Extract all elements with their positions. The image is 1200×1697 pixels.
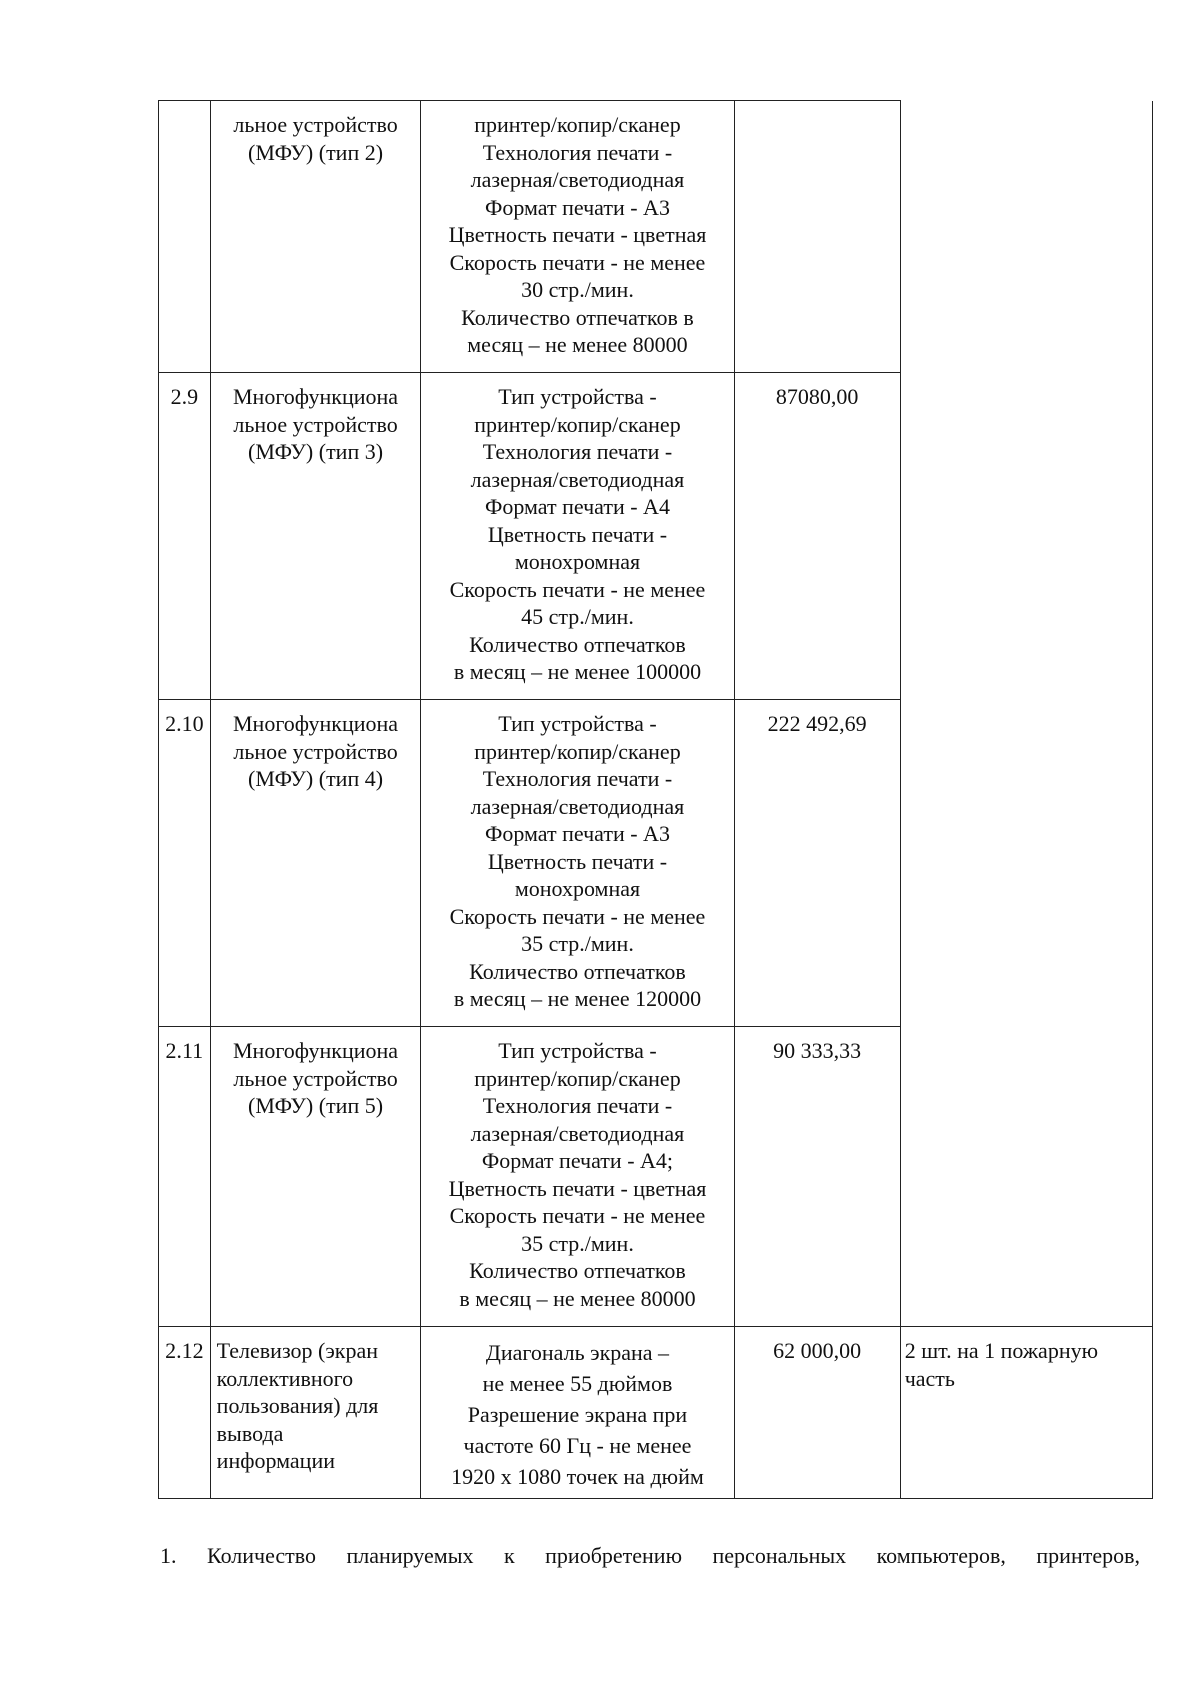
spec-line: в месяц – не менее 100000 <box>453 659 702 684</box>
item-price: 62 000,00 <box>734 1327 900 1499</box>
spec-line: в месяц – не менее 80000 <box>459 1285 696 1311</box>
spec-line: Скорость печати - не менее <box>449 903 706 929</box>
item-name-line: льное устройство <box>233 411 398 437</box>
item-price: 90 333,33 <box>734 1027 900 1327</box>
spec-line: Количество отпечатков <box>469 1258 686 1283</box>
item-name-line: (МФУ) (тип 3) <box>248 439 384 464</box>
spec-line: месяц – не менее 80000 <box>467 332 688 357</box>
spec-line: Диагональ экрана – <box>485 1340 670 1365</box>
spec-line: Технология печати - <box>482 766 673 791</box>
spec-line: Количество отпечатков <box>469 631 686 657</box>
footnote-text: 1. Количество планируемых к приобретению персональных компьютеров, принтеров, <box>160 1543 1140 1568</box>
spec-line: лазерная/светодиодная <box>470 793 685 819</box>
spec-line: Скорость печати - не менее <box>449 576 706 602</box>
note-line: часть <box>904 1365 955 1391</box>
spec-line: Технология печати - <box>482 139 673 165</box>
item-note <box>900 373 1152 700</box>
table-row <box>159 1327 1153 1499</box>
spec-table <box>158 100 1153 1499</box>
spec-line: Тип устройства - <box>498 384 657 409</box>
spec-line: 35 стр./мин. <box>521 931 634 956</box>
item-price: 87080,00 <box>734 373 900 700</box>
item-price <box>734 101 900 373</box>
spec-line: Тип устройства - <box>498 1038 657 1063</box>
spec-line: частоте 60 Гц - не менее <box>463 1433 692 1458</box>
item-specs <box>421 101 734 373</box>
spec-line: Цветность печати - <box>487 521 668 547</box>
item-name-line: льное устройство <box>233 1065 398 1091</box>
table-row <box>159 1027 1153 1327</box>
item-specs <box>421 1027 734 1327</box>
item-specs <box>421 1327 734 1499</box>
spec-line: Тип устройства - <box>498 711 657 736</box>
item-note <box>900 1027 1152 1327</box>
spec-line: Формат печати - А3 <box>484 821 670 846</box>
row-number: 2.11 <box>159 1027 211 1327</box>
row-number: 2.12 <box>159 1327 211 1499</box>
table-row <box>159 101 1153 373</box>
spec-line: Количество отпечатков в <box>461 304 694 330</box>
spec-line: монохромная <box>514 876 641 901</box>
item-name <box>210 700 421 1027</box>
spec-line: принтер/копир/сканер <box>474 738 681 764</box>
item-name <box>210 373 421 700</box>
spec-line: Цветность печати - цветная <box>448 1175 707 1201</box>
note-line: 2 шт. на 1 пожарную <box>904 1338 1099 1363</box>
item-name <box>210 1027 421 1327</box>
item-note <box>900 1327 1152 1499</box>
item-price: 222 492,69 <box>734 700 900 1027</box>
spec-line: 45 стр./мин. <box>521 604 634 629</box>
spec-line: 1920 х 1080 точек на дюйм <box>451 1464 704 1489</box>
spec-line: Цветность печати - <box>487 848 668 874</box>
spec-line: Формат печати - А3 <box>484 194 670 220</box>
item-name-line: вывода <box>216 1420 284 1446</box>
item-name-line: информации <box>216 1448 335 1473</box>
item-name-line: Многофункциона <box>233 1038 399 1063</box>
spec-line: принтер/копир/сканер <box>474 411 681 437</box>
spec-line: лазерная/светодиодная <box>470 167 685 192</box>
spec-line: 30 стр./мин. <box>521 277 634 302</box>
item-name <box>210 1327 421 1499</box>
spec-line: лазерная/светодиодная <box>470 466 685 492</box>
item-specs <box>421 373 734 700</box>
spec-line: лазерная/светодиодная <box>470 1120 685 1146</box>
spec-line: Технология печати - <box>482 439 673 464</box>
spec-line: Скорость печати - не менее <box>449 1203 706 1228</box>
item-specs <box>421 700 734 1027</box>
item-name-line: льное устройство <box>233 112 398 137</box>
spec-line: не менее 55 дюймов <box>482 1371 673 1396</box>
item-name-line: (МФУ) (тип 2) <box>248 139 384 165</box>
spec-line: Технология печати - <box>482 1093 673 1118</box>
spec-line: монохромная <box>514 549 641 574</box>
spec-line: 35 стр./мин. <box>521 1230 634 1256</box>
spec-line: Количество отпечатков <box>469 958 686 984</box>
spec-line: Скорость печати - не менее <box>449 249 706 275</box>
spec-line: Цветность печати - цветная <box>448 222 707 247</box>
item-name-line: Многофункциона <box>233 384 399 409</box>
spec-line: Формат печати - А4; <box>481 1148 674 1173</box>
item-name <box>210 101 421 373</box>
spec-line: Формат печати - А4 <box>484 494 670 519</box>
spec-line: Разрешение экрана при <box>467 1402 688 1427</box>
item-name-line: (МФУ) (тип 5) <box>248 1093 384 1118</box>
item-name-line: Телевизор (экран <box>216 1338 378 1363</box>
spec-line: в месяц – не менее 120000 <box>453 986 702 1011</box>
item-note <box>900 700 1152 1027</box>
item-name-line: Многофункциона <box>233 711 399 736</box>
item-name-line: пользования) для <box>216 1393 379 1418</box>
row-number: 2.9 <box>159 373 211 700</box>
table-row <box>159 700 1153 1027</box>
item-name-line: (МФУ) (тип 4) <box>248 766 384 791</box>
item-name-line: льное устройство <box>233 738 398 764</box>
item-note <box>900 101 1152 373</box>
item-name-line: коллективного <box>216 1365 354 1391</box>
spec-line: принтер/копир/сканер <box>474 112 681 137</box>
row-number: 2.10 <box>159 700 211 1027</box>
table-row <box>159 373 1153 700</box>
row-number <box>159 101 211 373</box>
spec-line: принтер/копир/сканер <box>474 1065 681 1091</box>
